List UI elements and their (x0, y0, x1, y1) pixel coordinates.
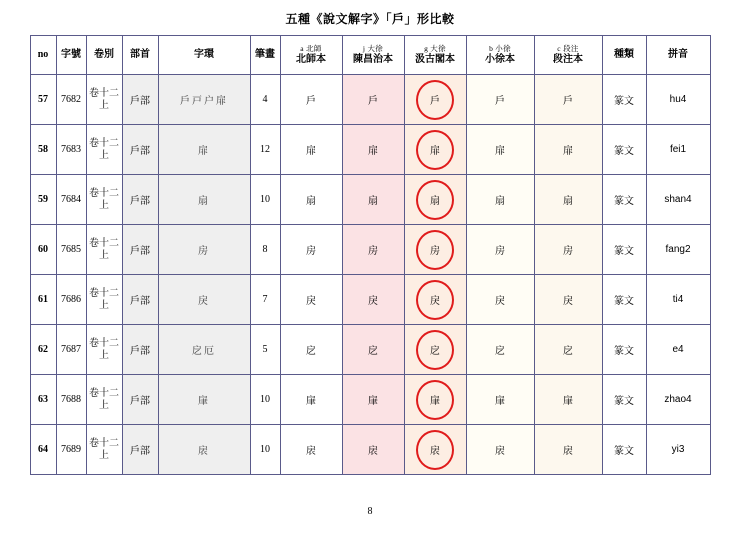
cell-no: 58 (30, 125, 56, 175)
cell-glyph-c: 扆 (534, 425, 602, 475)
table-header-row (30, 36, 710, 75)
cell-glyph-a: 扆 (280, 425, 342, 475)
cell-glyph-b: 肁 (466, 375, 534, 425)
cell-glyph-g (404, 325, 466, 375)
cell-no: 63 (30, 375, 56, 425)
header-edition-b: b 小徐 小徐本 (466, 36, 534, 75)
page-title: 五種《說文解字》「戶」形比較 (285, 12, 455, 26)
header-no: no (30, 36, 56, 75)
cell-zihuan: 扉 (158, 125, 250, 175)
table-row (30, 75, 710, 125)
cell-glyph-j: 房 (342, 225, 404, 275)
cell-zihuan: 扇 (158, 175, 250, 225)
cell-zihao: 7689 (56, 425, 86, 475)
table-row (30, 275, 710, 325)
cell-glyph-g (404, 425, 466, 475)
cell-no: 59 (30, 175, 56, 225)
cell-glyph-a: 戹 (280, 325, 342, 375)
cell-glyph-c: 肁 (534, 375, 602, 425)
cell-pinyin: shan4 (646, 175, 710, 225)
cell-pinyin: zhao4 (646, 375, 710, 425)
cell-juanbie: 卷十二上 (86, 275, 122, 325)
cell-zihao: 7684 (56, 175, 86, 225)
cell-zhonglei: 篆文 (602, 175, 646, 225)
cell-glyph-a: 戶 (280, 75, 342, 125)
header-edition-a: a 北師 北師本 (280, 36, 342, 75)
cell-glyph-c: 戶 (534, 75, 602, 125)
cell-glyph-a: 房 (280, 225, 342, 275)
cell-bushou: 戶部 (122, 425, 158, 475)
cell-no: 62 (30, 325, 56, 375)
glyph-text: 扆 (430, 446, 440, 457)
cell-pinyin: ti4 (646, 275, 710, 325)
cell-zhonglei: 篆文 (602, 275, 646, 325)
comparison-table (30, 35, 711, 475)
page-number: 8 (367, 506, 373, 517)
cell-pinyin: fang2 (646, 225, 710, 275)
cell-bushou: 戶部 (122, 275, 158, 325)
cell-glyph-j: 戾 (342, 275, 404, 325)
cell-glyph-j: 肁 (342, 375, 404, 425)
header-zhonglei: 種類 (602, 36, 646, 75)
header-zihao: 字號 (56, 36, 86, 75)
header-pinyin: 拼音 (646, 36, 710, 75)
table-row (30, 425, 710, 475)
cell-bihua: 4 (250, 75, 280, 125)
cell-glyph-j: 扆 (342, 425, 404, 475)
cell-zhonglei: 篆文 (602, 425, 646, 475)
cell-glyph-a: 扉 (280, 125, 342, 175)
cell-no: 61 (30, 275, 56, 325)
cell-bushou: 戶部 (122, 375, 158, 425)
cell-pinyin: yi3 (646, 425, 710, 475)
header-edition-j: j 大徐 陳昌治本 (342, 36, 404, 75)
header-edition-c: c 段注 段注本 (534, 36, 602, 75)
cell-glyph-b: 扆 (466, 425, 534, 475)
cell-glyph-g (404, 225, 466, 275)
cell-zihuan: 房 (158, 225, 250, 275)
cell-juanbie: 卷十二上 (86, 175, 122, 225)
cell-juanbie: 卷十二上 (86, 75, 122, 125)
cell-zihao: 7685 (56, 225, 86, 275)
cell-glyph-a: 扇 (280, 175, 342, 225)
header-edition-g: g 大徐 汲古閣本 (404, 36, 466, 75)
cell-zihao: 7686 (56, 275, 86, 325)
cell-bihua: 8 (250, 225, 280, 275)
cell-glyph-c: 扇 (534, 175, 602, 225)
cell-bihua: 12 (250, 125, 280, 175)
cell-bihua: 10 (250, 375, 280, 425)
header-bihua: 筆畫 (250, 36, 280, 75)
cell-bihua: 10 (250, 425, 280, 475)
header-zihuan: 字環 (158, 36, 250, 75)
table-body (30, 75, 710, 475)
cell-glyph-g (404, 125, 466, 175)
cell-glyph-c: 房 (534, 225, 602, 275)
cell-glyph-j: 扉 (342, 125, 404, 175)
cell-juanbie: 卷十二上 (86, 375, 122, 425)
cell-glyph-a: 肁 (280, 375, 342, 425)
cell-glyph-b: 扉 (466, 125, 534, 175)
cell-zihao: 7687 (56, 325, 86, 375)
cell-bushou: 戶部 (122, 175, 158, 225)
cell-bihua: 5 (250, 325, 280, 375)
table-row (30, 375, 710, 425)
cell-zhonglei: 篆文 (602, 325, 646, 375)
cell-bushou: 戶部 (122, 75, 158, 125)
cell-glyph-g (404, 275, 466, 325)
glyph-text: 扉 (430, 146, 440, 157)
cell-bushou: 戶部 (122, 125, 158, 175)
cell-pinyin: hu4 (646, 75, 710, 125)
cell-glyph-j: 扇 (342, 175, 404, 225)
table-row (30, 225, 710, 275)
cell-bihua: 10 (250, 175, 280, 225)
cell-zhonglei: 篆文 (602, 75, 646, 125)
cell-glyph-j: 戹 (342, 325, 404, 375)
cell-no: 57 (30, 75, 56, 125)
cell-glyph-g (404, 175, 466, 225)
cell-no: 64 (30, 425, 56, 475)
cell-glyph-c: 戹 (534, 325, 602, 375)
cell-zihuan: 戾 (158, 275, 250, 325)
cell-zihuan: 肁 (158, 375, 250, 425)
cell-pinyin: e4 (646, 325, 710, 375)
cell-zihuan: 戶戸户扉 (158, 75, 250, 125)
header-bushou: 部首 (122, 36, 158, 75)
cell-juanbie: 卷十二上 (86, 225, 122, 275)
glyph-text: 肁 (430, 396, 440, 407)
cell-glyph-j: 戶 (342, 75, 404, 125)
cell-glyph-b: 戾 (466, 275, 534, 325)
cell-glyph-b: 戹 (466, 325, 534, 375)
glyph-text: 戹 (430, 346, 440, 357)
glyph-text: 扇 (430, 196, 440, 207)
cell-juanbie: 卷十二上 (86, 425, 122, 475)
cell-glyph-g (404, 375, 466, 425)
cell-glyph-c: 扉 (534, 125, 602, 175)
cell-pinyin: fei1 (646, 125, 710, 175)
cell-zihuan: 扆 (158, 425, 250, 475)
cell-bihua: 7 (250, 275, 280, 325)
cell-bushou: 戶部 (122, 325, 158, 375)
cell-bushou: 戶部 (122, 225, 158, 275)
cell-zhonglei: 篆文 (602, 375, 646, 425)
table-row (30, 125, 710, 175)
cell-juanbie: 卷十二上 (86, 125, 122, 175)
cell-glyph-b: 戶 (466, 75, 534, 125)
cell-zhonglei: 篆文 (602, 225, 646, 275)
document-page (0, 10, 740, 533)
table-row (30, 175, 710, 225)
cell-zihao: 7688 (56, 375, 86, 425)
header-juanbie: 卷別 (86, 36, 122, 75)
cell-zihao: 7683 (56, 125, 86, 175)
cell-zhonglei: 篆文 (602, 125, 646, 175)
glyph-text: 戾 (430, 296, 440, 307)
cell-juanbie: 卷十二上 (86, 325, 122, 375)
cell-zihao: 7682 (56, 75, 86, 125)
glyph-text: 房 (430, 246, 440, 257)
cell-glyph-g (404, 75, 466, 125)
cell-zihuan: 戹厄 (158, 325, 250, 375)
cell-glyph-b: 房 (466, 225, 534, 275)
cell-glyph-a: 戾 (280, 275, 342, 325)
table-row (30, 325, 710, 375)
cell-glyph-b: 扇 (466, 175, 534, 225)
cell-no: 60 (30, 225, 56, 275)
glyph-text: 戶 (430, 96, 440, 107)
cell-glyph-c: 戾 (534, 275, 602, 325)
